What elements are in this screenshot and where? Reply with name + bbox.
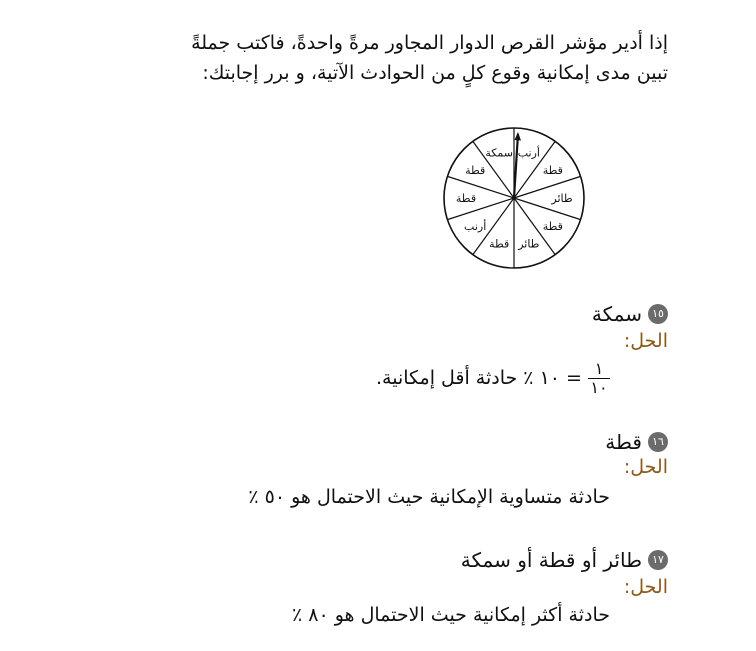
spinner-wheel — [440, 124, 588, 272]
fraction-numerator: ١ — [594, 359, 604, 378]
intro-text — [108, 28, 668, 88]
question-title: قطة — [605, 430, 642, 454]
spinner-section-label: طائر — [551, 192, 573, 205]
question-title: طائر أو قطة أو سمكة — [460, 548, 642, 572]
question-number-badge: ١٧ — [648, 550, 668, 570]
spinner-section-label: قطة — [542, 220, 563, 234]
spinner-section-label: أرنب — [464, 220, 487, 234]
question-17 — [461, 548, 668, 572]
question-15 — [592, 302, 668, 326]
fraction-denominator: ١٠ — [590, 378, 608, 397]
question-16 — [605, 430, 668, 454]
question-number-badge: ١٥ — [648, 304, 668, 324]
question-number-badge: ١٦ — [648, 432, 668, 452]
spinner-section-label: سمكة — [485, 146, 513, 160]
spinner-section-label: قطة — [465, 163, 486, 177]
spinner-section-label: طائر — [518, 237, 540, 251]
spinner-section-label: أرنب — [517, 146, 540, 160]
spinner-section-label: قطة — [455, 192, 477, 205]
answer-17: حادثة أكثر إمكانية حيث الاحتمال هو ٨٠ ٪ — [291, 604, 610, 626]
solution-label: الحل: — [623, 456, 668, 478]
solution-label: الحل: — [623, 576, 668, 598]
answer-16: حادثة متساوية الإمكانية حيث الاحتمال هو ٥٠ ٪ — [248, 486, 610, 508]
answer-text: = ١٠ ٪ حادثة أقل إمكانية. — [375, 367, 582, 389]
intro-line-1: إذا أدير مؤشر القرص الدوار المجاور مرةً واحدةً، فاكتب جملةً — [191, 32, 668, 54]
fraction — [588, 360, 610, 397]
answer-15 — [376, 360, 610, 397]
spinner-section-label: قطة — [542, 163, 563, 177]
solution-label: الحل: — [623, 330, 668, 352]
intro-line-2: تبين مدى إمكانية وقوع كلٍ من الحوادث الآتية، و برر إجابتك: — [202, 62, 668, 84]
question-title: سمكة — [591, 302, 642, 326]
spinner-section-label: قطة — [489, 237, 510, 251]
